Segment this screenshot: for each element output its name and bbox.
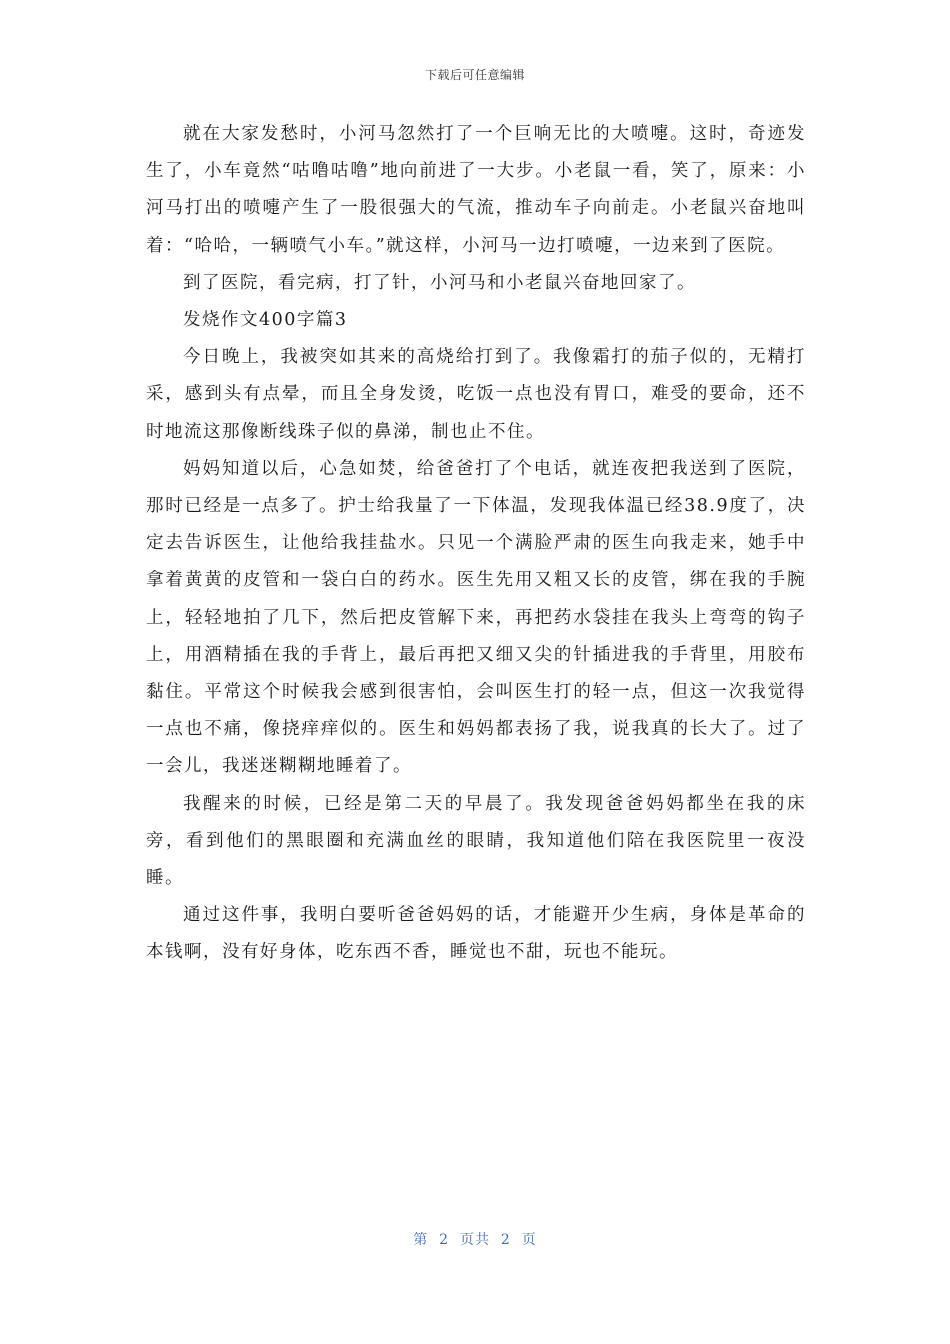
- paragraph: 我醒来的时候，已经是第二天的早晨了。我发现爸爸妈妈都坐在我的床旁，看到他们的黑眼圈和充满血丝的眼睛，我知道他们陪在我医院里一夜没睡。: [146, 793, 806, 889]
- page-header-note: 下载后可任意编辑: [424, 68, 525, 82]
- document-body: [146, 116, 806, 972]
- page-number-footer: 第 2 页共 2 页: [413, 1232, 537, 1248]
- paragraph: 今日晚上，我被突如其来的高烧给打到了。我像霜打的茄子似的，无精打采，感到头有点晕，而且全身发烫，吃饭一点也没有胃口，难受的要命，还不时地流这那像断线珠子似的鼻涕，制也止不住。: [146, 347, 806, 442]
- paragraph: 到了医院，看完病，打了针，小河马和小老鼠兴奋地回家了。: [183, 272, 696, 293]
- paragraph: 妈妈知道以后，心急如焚，给爸爸打了个电话，就连夜把我送到了医院，那时已经是一点多了。护士给我量了一下体温，发现我体温已经38.9度了，决定去告诉医生，让他给我挂盐水。只见一个满脸严肃的医生向我走来，她手中拿着黄黄的皮管和一袋白白的药水。医生先用又粗又长的皮管，绑在我的手腕上，轻轻地拍了几下，然后把皮管解下来，再把药水袋挂在我头上弯弯的钩子上，用酒精插在我的手背上，最后再把又细又尖的针插进我的手背里，用胶布黏住。平常这个时候我会感到很害怕，会叫医生打的轻一点，但这一次我觉得一点也不痛，像挠痒痒似的。医生和妈妈都表扬了我，说我真的长大了。过了一会儿，我迷迷糊糊地睡着了。: [146, 458, 806, 777]
- paragraph: 就在大家发愁时，小河马忽然打了一个巨响无比的大喷嚏。这时，奇迹发生了，小车竟然“咕噜咕噜”地向前进了一大步。小老鼠一看，笑了，原来：小河马打出的喷嚏产生了一股很强大的气流，推动车子向前走。小老鼠兴奋地叫着：“哈哈，一辆喷气小车。”就这样，小河马一边打喷嚏，一边来到了医院。: [146, 124, 806, 256]
- paragraph: 通过这件事，我明白要听爸爸妈妈的话，才能避开少生病，身体是革命的本钱啊，没有好身体，吃东西不香，睡觉也不甜，玩也不能玩。: [146, 905, 806, 963]
- section-heading: 发烧作文400字篇3: [183, 310, 348, 331]
